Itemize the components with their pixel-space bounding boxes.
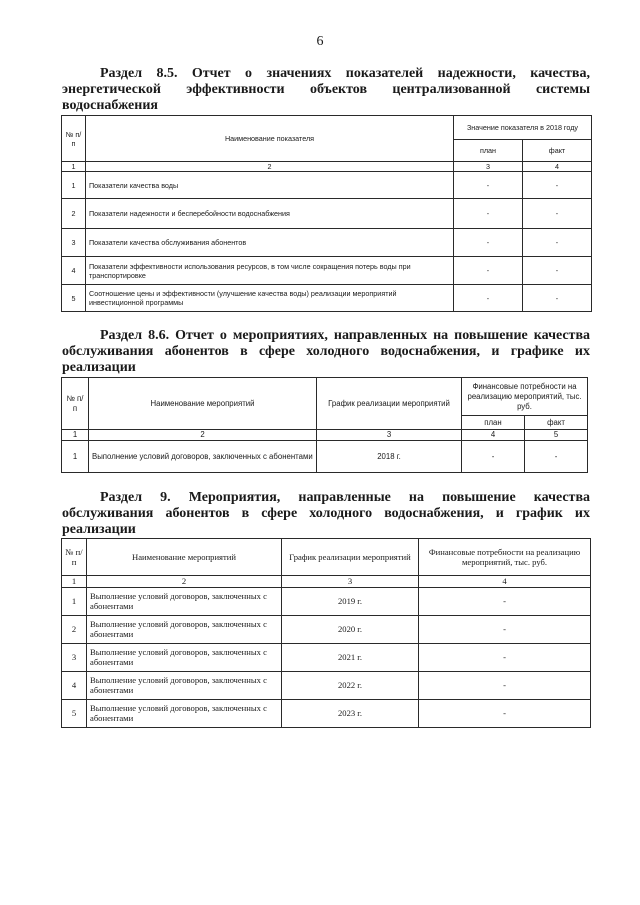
row-name: Выполнение условий договоров, заключенных с абонентами	[87, 699, 282, 727]
col-number: 3	[317, 430, 462, 441]
header-schedule: График реализации мероприятий	[317, 378, 462, 430]
header-value-2018: Значение показателя в 2018 году	[454, 116, 592, 140]
table-row	[62, 643, 591, 671]
header-fact: факт	[523, 140, 592, 162]
row-fact: -	[523, 229, 592, 257]
row-name: Показатели эффективности использования ресурсов, в том числе сокращения потерь воды при транспортировке	[86, 257, 454, 285]
row-num: 2	[62, 615, 87, 643]
table-row	[62, 671, 591, 699]
row-finance: -	[419, 643, 591, 671]
measures-report-table	[61, 377, 588, 473]
row-name: Показатели качества воды	[86, 172, 454, 199]
header-num: № п/п	[62, 378, 89, 430]
table-row	[62, 441, 588, 473]
row-num: 1	[62, 587, 87, 615]
row-finance: -	[419, 699, 591, 727]
row-num: 1	[62, 441, 89, 473]
row-num: 3	[62, 643, 87, 671]
section-8-6-title-line-1: Раздел 8.6. Отчет о мероприятиях, направленных на повышение качества	[100, 328, 590, 343]
section-8-6-title-line-3: реализации	[62, 360, 136, 375]
section-8-5-heading	[62, 66, 590, 114]
row-num: 3	[62, 229, 86, 257]
row-schedule: 2022 г.	[282, 671, 419, 699]
row-schedule: 2018 г.	[317, 441, 462, 473]
row-name: Выполнение условий договоров, заключенных с абонентами	[87, 671, 282, 699]
row-plan: -	[454, 285, 523, 312]
row-name: Показатели надежности и бесперебойности водоснабжения	[86, 199, 454, 229]
row-fact: -	[523, 199, 592, 229]
row-name: Выполнение условий договоров, заключенных с абонентами	[87, 587, 282, 615]
table-row	[62, 699, 591, 727]
row-finance: -	[419, 671, 591, 699]
header-plan: план	[462, 416, 525, 430]
section-9-title-line-1: Раздел 9. Мероприятия, направленные на повышение качества	[100, 490, 590, 505]
row-name: Соотношение цены и эффективности (улучшение качества воды) реализации мероприятий инвестиционной программы	[86, 285, 454, 312]
section-8-6-heading	[62, 328, 590, 376]
row-fact: -	[523, 285, 592, 312]
col-number: 2	[87, 576, 282, 588]
row-num: 2	[62, 199, 86, 229]
row-name: Выполнение условий договоров, заключенных с абонентами	[87, 643, 282, 671]
row-plan: -	[454, 172, 523, 199]
header-indicator-name: Наименование показателя	[86, 116, 454, 162]
header-num: № п/п	[62, 539, 87, 576]
row-num: 4	[62, 671, 87, 699]
row-finance: -	[419, 587, 591, 615]
header-fact: факт	[525, 416, 588, 430]
row-schedule: 2023 г.	[282, 699, 419, 727]
col-number: 1	[62, 430, 89, 441]
col-number: 3	[282, 576, 419, 588]
section-8-5-title-line-1: Раздел 8.5. Отчет о значениях показателей надежности, качества,	[100, 66, 590, 81]
page-number: 6	[316, 34, 324, 49]
section-8-6-title-line-2: обслуживания абонентов в сфере холодного водоснабжения, и графике их	[62, 344, 590, 359]
row-fact: -	[525, 441, 588, 473]
row-plan: -	[454, 199, 523, 229]
row-plan: -	[454, 257, 523, 285]
col-number: 1	[62, 576, 87, 588]
col-number: 2	[89, 430, 317, 441]
row-schedule: 2021 г.	[282, 643, 419, 671]
row-schedule: 2019 г.	[282, 587, 419, 615]
table-row	[62, 172, 592, 199]
header-finance: Финансовые потребности на реализацию мероприятий, тыс. руб.	[419, 539, 591, 576]
row-fact: -	[523, 257, 592, 285]
col-number: 5	[525, 430, 588, 441]
row-schedule: 2020 г.	[282, 615, 419, 643]
col-number: 3	[454, 162, 523, 172]
header-num: № п/п	[62, 116, 86, 162]
col-number: 4	[419, 576, 591, 588]
col-number: 4	[523, 162, 592, 172]
section-8-5-title-line-3: водоснабжения	[62, 98, 158, 113]
section-9-title-line-3: реализации	[62, 522, 136, 537]
section-9-heading	[62, 490, 590, 538]
table-row	[62, 229, 592, 257]
indicators-table	[61, 115, 592, 312]
row-num: 4	[62, 257, 86, 285]
table-row	[62, 285, 592, 312]
table-row	[62, 615, 591, 643]
header-schedule: График реализации мероприятий	[282, 539, 419, 576]
table-row	[62, 199, 592, 229]
header-plan: план	[454, 140, 523, 162]
row-name: Показатели качества обслуживания абонентов	[86, 229, 454, 257]
row-finance: -	[419, 615, 591, 643]
row-name: Выполнение условий договоров, заключенных с абонентами	[87, 615, 282, 643]
section-9-title-line-2: обслуживания абонентов в сфере холодного водоснабжения, и график их	[62, 506, 590, 521]
row-plan: -	[454, 229, 523, 257]
col-number: 1	[62, 162, 86, 172]
table-row	[62, 587, 591, 615]
row-num: 5	[62, 285, 86, 312]
section-8-5-title-line-2: энергетической эффективности объектов централизованной системы	[62, 82, 590, 97]
row-num: 1	[62, 172, 86, 199]
row-fact: -	[523, 172, 592, 199]
header-finance: Финансовые потребности на реализацию мероприятий, тыс. руб.	[462, 378, 588, 416]
col-number: 4	[462, 430, 525, 441]
table-row	[62, 257, 592, 285]
row-num: 5	[62, 699, 87, 727]
col-number: 2	[86, 162, 454, 172]
row-plan: -	[462, 441, 525, 473]
header-measure-name: Наименование мероприятий	[89, 378, 317, 430]
row-name: Выполнение условий договоров, заключенных с абонентами	[89, 441, 317, 473]
header-measure-name: Наименование мероприятий	[87, 539, 282, 576]
measures-plan-table	[61, 538, 591, 728]
